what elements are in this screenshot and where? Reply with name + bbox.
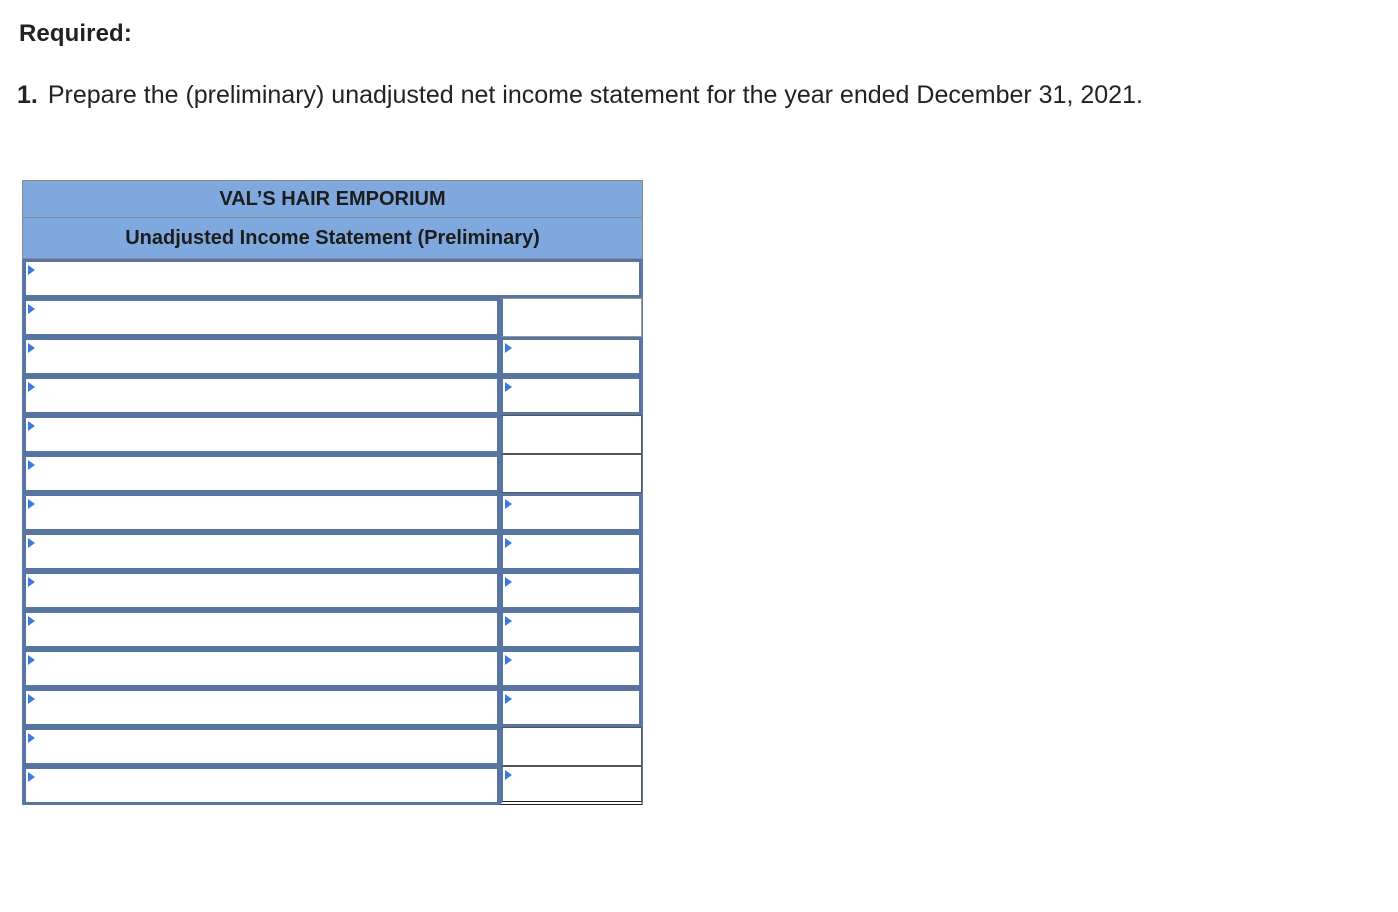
account-dropdown[interactable] [23, 259, 642, 298]
account-dropdown[interactable] [23, 532, 500, 571]
account-dropdown[interactable] [23, 571, 500, 610]
account-dropdown[interactable] [23, 688, 500, 727]
dropdown-marker-icon [505, 616, 512, 626]
account-dropdown[interactable] [23, 493, 500, 532]
account-dropdown[interactable] [23, 415, 500, 454]
dropdown-marker-icon [505, 770, 512, 780]
dropdown-marker-icon [505, 577, 512, 587]
account-dropdown[interactable] [23, 766, 500, 805]
amount-input[interactable] [500, 376, 642, 415]
amount-input[interactable] [500, 493, 642, 532]
dropdown-marker-icon [28, 460, 35, 470]
statement-row [23, 688, 642, 727]
net-income-amount-input[interactable] [500, 766, 642, 805]
statement-row [23, 376, 642, 415]
dropdown-marker-icon [28, 421, 35, 431]
account-dropdown[interactable] [23, 376, 500, 415]
amount-input[interactable] [500, 298, 642, 337]
account-dropdown[interactable] [23, 610, 500, 649]
dropdown-marker-icon [28, 616, 35, 626]
statement-row [23, 337, 642, 376]
account-dropdown[interactable] [23, 298, 500, 337]
dropdown-marker-icon [505, 499, 512, 509]
statement-row [23, 532, 642, 571]
statement-row [23, 493, 642, 532]
dropdown-marker-icon [505, 694, 512, 704]
statement-row [23, 454, 642, 493]
dropdown-marker-icon [28, 304, 35, 314]
amount-input[interactable] [500, 337, 642, 376]
income-statement-form [22, 180, 643, 805]
statement-row [23, 571, 642, 610]
statement-rows [22, 259, 643, 805]
dropdown-marker-icon [505, 382, 512, 392]
dropdown-marker-icon [28, 694, 35, 704]
statement-row [23, 259, 642, 298]
amount-input[interactable] [500, 688, 642, 727]
account-dropdown[interactable] [23, 337, 500, 376]
statement-row [23, 766, 642, 805]
dropdown-marker-icon [28, 499, 35, 509]
amount-input[interactable] [500, 532, 642, 571]
account-dropdown[interactable] [23, 727, 500, 766]
dropdown-marker-icon [28, 382, 35, 392]
statement-row [23, 415, 642, 454]
dropdown-marker-icon [505, 538, 512, 548]
amount-input[interactable] [500, 727, 642, 766]
company-name-header: VAL’S HAIR EMPORIUM [22, 180, 643, 218]
amount-input[interactable] [500, 415, 642, 454]
dropdown-marker-icon [28, 538, 35, 548]
dropdown-marker-icon [28, 343, 35, 353]
account-dropdown[interactable] [23, 649, 500, 688]
required-heading: Required: [19, 20, 132, 47]
question-number: 1. [17, 81, 38, 109]
amount-input[interactable] [500, 454, 642, 493]
statement-row [23, 610, 642, 649]
statement-title-header: Unadjusted Income Statement (Preliminary) [22, 218, 643, 259]
statement-row [23, 727, 642, 766]
dropdown-marker-icon [505, 343, 512, 353]
amount-input[interactable] [500, 571, 642, 610]
dropdown-marker-icon [28, 733, 35, 743]
question-1 [17, 81, 1143, 110]
amount-input[interactable] [500, 649, 642, 688]
dropdown-marker-icon [505, 655, 512, 665]
dropdown-marker-icon [28, 265, 35, 275]
dropdown-marker-icon [28, 577, 35, 587]
account-dropdown[interactable] [23, 454, 500, 493]
question-text: Prepare the (preliminary) unadjusted net income statement for the year ended December 31, 2021. [47, 81, 1143, 109]
statement-row [23, 298, 642, 337]
dropdown-marker-icon [28, 655, 35, 665]
dropdown-marker-icon [28, 772, 35, 782]
statement-row [23, 649, 642, 688]
amount-input[interactable] [500, 610, 642, 649]
